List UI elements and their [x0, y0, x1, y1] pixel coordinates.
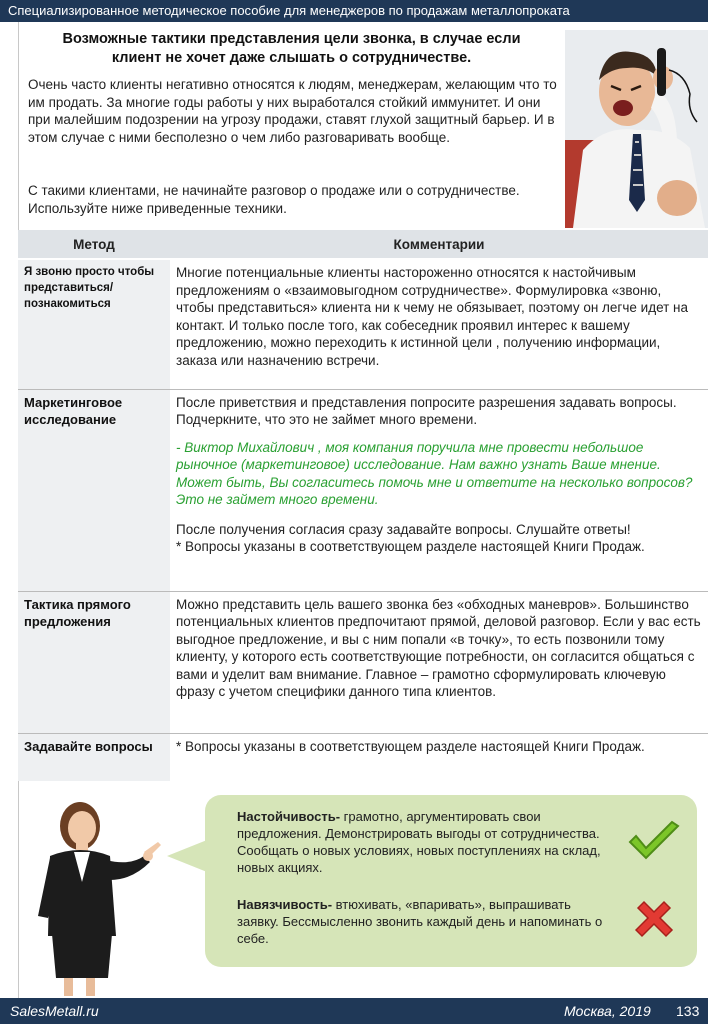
comment-after-text: После получения согласия сразу задавайте вопросы. Слушайте ответы! [176, 521, 631, 537]
intro-paragraph-1: Очень часто клиенты негативно относятся к людям, менеджерам, желающим что то им продать. За многие годы работы у них выработался стойкий иммунитет. И они при малейшим подозрении на угрозу продажи, ставят глухой защитный барьер. И в этом случае с ними бесполезно о чем либо разговаривать вообще. [28, 77, 557, 145]
tip-persistence-title: Настойчивость- [237, 809, 341, 824]
table-row [18, 389, 708, 591]
section-heading [24, 30, 559, 68]
document-header [0, 0, 708, 22]
businesswoman-figure [20, 796, 170, 996]
tip-intrusiveness-title: Навязчивость- [237, 897, 333, 912]
column-header-comments: Комментарии [170, 230, 708, 259]
header-title: Специализированное методическое пособие для менеджеров по продажам металлопроката [8, 3, 570, 18]
intro-paragraph-2: С такими клиентами, не начинайте разговор о продаже или о сотрудничестве. Используйте ниже приведенные техники. [28, 183, 520, 216]
comment-cell: * Вопросы указаны в соответствующем разделе настоящей Книги Продаж. [170, 733, 708, 781]
cross-icon [632, 898, 676, 942]
speech-bubble-tail [167, 840, 207, 872]
column-header-method: Метод [18, 230, 170, 259]
tip-persistence-text: грамотно, аргументировать свои предложения. Демонстрировать выгоды от сотрудничества. Сообщать о новых условиях, новых поступлениях на склад, новых акциях. [237, 809, 601, 875]
check-icon [626, 820, 682, 864]
sample-script-quote: - Виктор Михайлович , моя компания поручила мне провести небольшое рыночное (маркетинговое) исследование. Нам важно узнать Ваше мнение. Может быть, Вы согласитесь помочь мне и ответите на несколько вопросов? Это не займет много времени. [176, 439, 693, 507]
page-number: 133 [676, 1003, 700, 1019]
table-row [18, 259, 708, 389]
method-cell: Маркетинговое исследование [18, 389, 170, 591]
left-rule-bottom [18, 780, 19, 998]
left-rule [18, 22, 19, 230]
comment-cell [170, 389, 708, 591]
table-header-row [18, 230, 708, 259]
tip-intrusiveness-text: втюхивать, «впаривать», выпрашивать заявку. Бессмысленно звонить каждый день и напоминать о себе. [237, 897, 603, 946]
method-cell: Я звоню просто чтобы представиться/ познакомиться [18, 259, 170, 389]
comment-cell: Многие потенциальные клиенты настороженно относятся к настойчивым предложениям о «взаимовыгодном сотрудничестве». Формулировка «звоню, чтобы представиться» клиента ни к чему не обязывает, поэтому он легче идет на контакт. И только после того, как собеседник проявил интерес к вашему предложению, можно переходить к истинной цели , получению информации, заказа или назначению встречи. [170, 259, 708, 389]
tip-intrusiveness [237, 896, 612, 947]
method-cell: Тактика прямого предложения [18, 591, 170, 733]
method-cell: Задавайте вопросы [18, 733, 170, 781]
footer-site: SalesMetall.ru [10, 1003, 99, 1019]
table-row [18, 733, 708, 781]
comment-cell: Можно представить цель вашего звонка без «обходных маневров». Большинство потенциальных клиентов предпочитают прямой, деловой разговор. Если у вас есть выгодное предложение, и вы с ним попали «в точку», то есть позвонили тому клиенту, у которого есть соответствующие потребности, он согласится общаться с вами и уделит вам внимание. Главное – грамотно сформулировать ключевую фразу с учетом специфики данного типа клиентов. [170, 591, 708, 733]
footer-city-year: Москва, 2019 [564, 1003, 651, 1019]
table-row [18, 591, 708, 733]
tip-persistence [237, 808, 612, 876]
angry-man-photo [565, 30, 708, 228]
document-footer [0, 998, 708, 1024]
heading-line-1: Возможные тактики представления цели звонка, в случае если [62, 31, 521, 47]
heading-line-2: клиент не хочет даже слышать о сотрудничестве. [111, 50, 472, 66]
comment-text: После приветствия и представления попросите разрешения задавать вопросы. Подчеркните, что это не займет много времени. [176, 394, 677, 427]
methods-table [18, 230, 708, 781]
comment-note: * Вопросы указаны в соответствующем разделе настоящей Книги Продаж. [176, 539, 645, 554]
